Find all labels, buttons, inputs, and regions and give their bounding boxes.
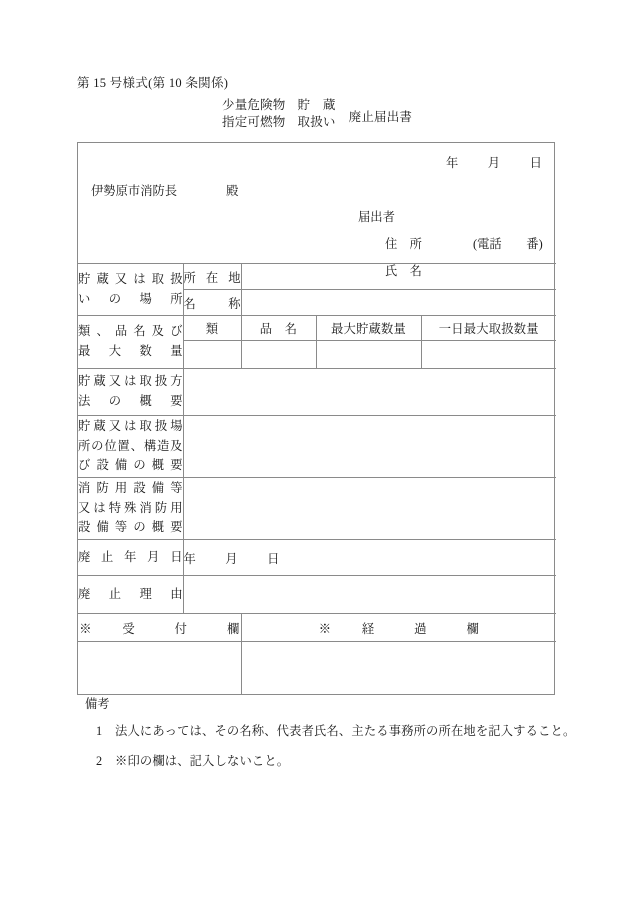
submission-date-line: [446, 153, 542, 171]
quantity-value-item[interactable]: [241, 341, 316, 369]
abolition-date-value[interactable]: [183, 540, 556, 576]
progress-column-header: [241, 614, 556, 642]
quantity-col-max-storage: 最大貯蔵数量: [316, 316, 421, 341]
title-line2-kind: 指定可燃物: [222, 114, 286, 129]
submitter-block: [358, 207, 543, 279]
document-title: [222, 97, 412, 130]
method-value[interactable]: [183, 369, 556, 416]
location-address-label: 所 在 地: [183, 264, 241, 290]
note-number: 2: [96, 754, 103, 769]
notes-section: [85, 695, 575, 782]
equipment-value[interactable]: [183, 478, 556, 540]
structure-label-line3: び設備の概要: [78, 458, 183, 473]
submitter-address-label: 住 所: [385, 237, 422, 251]
quantity-col-max-daily: 一日最大取扱数量: [421, 316, 556, 341]
quantity-label-line1: 類、品名及び: [78, 324, 183, 339]
abolition-day-label: 日: [267, 551, 280, 566]
location-label: [78, 264, 183, 316]
quantity-col-class: 類: [183, 316, 241, 341]
equipment-label-line2: 又は特殊消防用: [78, 500, 183, 515]
submitter-address-row: [385, 234, 543, 252]
title-line2-action: 取扱い: [297, 114, 336, 129]
location-name-value[interactable]: [241, 290, 556, 316]
title-line-2: [222, 114, 336, 131]
table-row-equipment: [78, 478, 556, 540]
method-label-line1: 貯蔵又は取扱方: [78, 374, 183, 389]
equipment-label-line3: 設備等の概要: [78, 520, 183, 535]
addressee-name: 伊勢原市消防長: [91, 184, 178, 198]
method-label-line2: 法の概要: [78, 394, 183, 408]
abolition-year-label: 年: [183, 551, 196, 566]
submitter-name-row: [385, 261, 543, 279]
progress-column-value: [241, 642, 556, 694]
date-month-label: 月: [487, 156, 501, 170]
progress-column-header-text: ※ 経 過 欄: [318, 621, 479, 636]
quantity-label-line2: 最大数量: [78, 344, 183, 358]
location-name-label: 名 称: [183, 290, 241, 316]
note-text: ※印の欄は、記入しないこと。: [115, 754, 290, 769]
quantity-value-max-daily[interactable]: [421, 341, 556, 369]
title-line-1: [222, 97, 336, 114]
abolition-reason-label-text: 廃止理由: [78, 586, 183, 601]
table-row-abolition-date: [78, 540, 556, 576]
title-tail: 廃止届出書: [348, 110, 413, 124]
structure-label-line1: 貯蔵又は取扱場: [78, 418, 183, 433]
table-row-quantity-header: [78, 316, 556, 341]
quantity-value-max-storage[interactable]: [316, 341, 421, 369]
table-row-abolition-reason: [78, 576, 556, 614]
method-label: [78, 369, 183, 416]
submitter-name-label: 氏 名: [385, 264, 422, 278]
table-row-office-headers: [78, 614, 556, 642]
title-line1-action: 貯 蔵: [297, 98, 336, 112]
note-item: [85, 752, 575, 771]
date-year-label: 年: [446, 156, 459, 170]
quantity-label: [78, 316, 183, 369]
quantity-col-item: 品 名: [241, 316, 316, 341]
equipment-label: [78, 478, 183, 540]
location-label-line1: 貯蔵又は取扱: [78, 271, 183, 286]
form-number: 第 15 号様式(第 10 条関係): [77, 76, 229, 90]
note-text: 法人にあっては、その名称、代表者氏名、主たる事務所の所在地を記入すること。: [115, 724, 576, 739]
abolition-reason-value[interactable]: [183, 576, 556, 614]
addressee-honorific: 殿: [226, 184, 239, 198]
abolition-reason-label: [78, 576, 183, 614]
quantity-value-class[interactable]: [183, 341, 241, 369]
structure-value[interactable]: [183, 416, 556, 478]
abolition-date-label-text: 廃止年月日: [78, 549, 183, 564]
table-row-structure: [78, 416, 556, 478]
receipt-column-header: [78, 614, 241, 642]
receipt-column-header-text: ※ 受 付 欄: [79, 621, 240, 636]
table-row-office-values: [78, 642, 556, 694]
note-item: [85, 722, 575, 741]
notes-title: 備考: [85, 697, 110, 711]
addressee-line: [91, 181, 238, 199]
submitter-phone-label: (電話 番): [472, 237, 543, 251]
date-day-label: 日: [529, 156, 543, 170]
equipment-label-line1: 消防用設備等: [78, 480, 183, 495]
structure-label: [78, 416, 183, 478]
table-row-method: [78, 369, 556, 416]
receipt-column-value: [78, 642, 241, 694]
submitter-label: 届出者: [358, 210, 395, 224]
table-row-header: [78, 143, 556, 264]
form-table: [77, 142, 555, 695]
structure-label-line2: 所の位置、構造及: [78, 438, 183, 453]
abolition-date-label: [78, 540, 183, 576]
title-stacked-lines: [222, 97, 336, 130]
location-label-line2: いの場所: [78, 291, 183, 306]
title-line1-kind: 少量危険物: [222, 98, 286, 112]
note-number: 1: [96, 724, 103, 739]
abolition-month-label: 月: [225, 551, 238, 566]
